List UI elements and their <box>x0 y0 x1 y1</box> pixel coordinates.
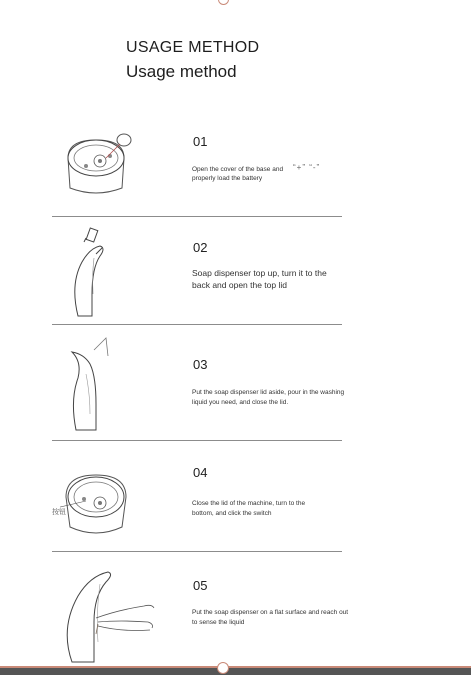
step-05-number: 05 <box>193 578 208 593</box>
battery-base-illustration <box>60 128 140 203</box>
step-02-number: 02 <box>193 240 208 255</box>
top-circle-marker <box>218 0 229 5</box>
divider-4 <box>52 551 342 552</box>
step-02-text: Soap dispenser top up, turn it to the back and open the top lid <box>192 268 327 291</box>
step-04-text: Close the lid of the machine, turn to the bottom, and click the switch <box>192 500 306 517</box>
dispenser-fill-liquid-illustration <box>60 334 120 434</box>
divider-3 <box>52 440 342 441</box>
title-block <box>126 38 259 83</box>
dispenser-hand-sensor-illustration <box>58 562 158 666</box>
step-05-text: Put the soap dispenser on a flat surface and reach out to sense the liquid <box>192 609 349 626</box>
step-01-text: Open the cover of the base and properly load the battery <box>192 166 284 182</box>
divider-2 <box>52 324 342 325</box>
battery-polarity-marks: “+” “-” <box>293 163 321 172</box>
bottom-circle-marker <box>217 662 229 674</box>
title-lower: Usage method <box>126 62 237 81</box>
title-upper: USAGE METHOD <box>126 39 260 56</box>
step-01-number: 01 <box>193 134 208 149</box>
step-03-text: Put the soap dispenser lid aside, pour in the washing liquid you need, and close the lid. <box>192 389 345 406</box>
bottom-bar <box>0 667 471 675</box>
step-03-number: 03 <box>193 357 208 372</box>
step-04-number: 04 <box>193 465 208 480</box>
bottom-accent-line <box>0 666 471 668</box>
dispenser-open-lid-illustration <box>64 224 114 319</box>
switch-label: 按钮 <box>52 509 66 516</box>
divider-1 <box>52 216 342 217</box>
dispenser-base-switch-illustration <box>60 463 132 543</box>
